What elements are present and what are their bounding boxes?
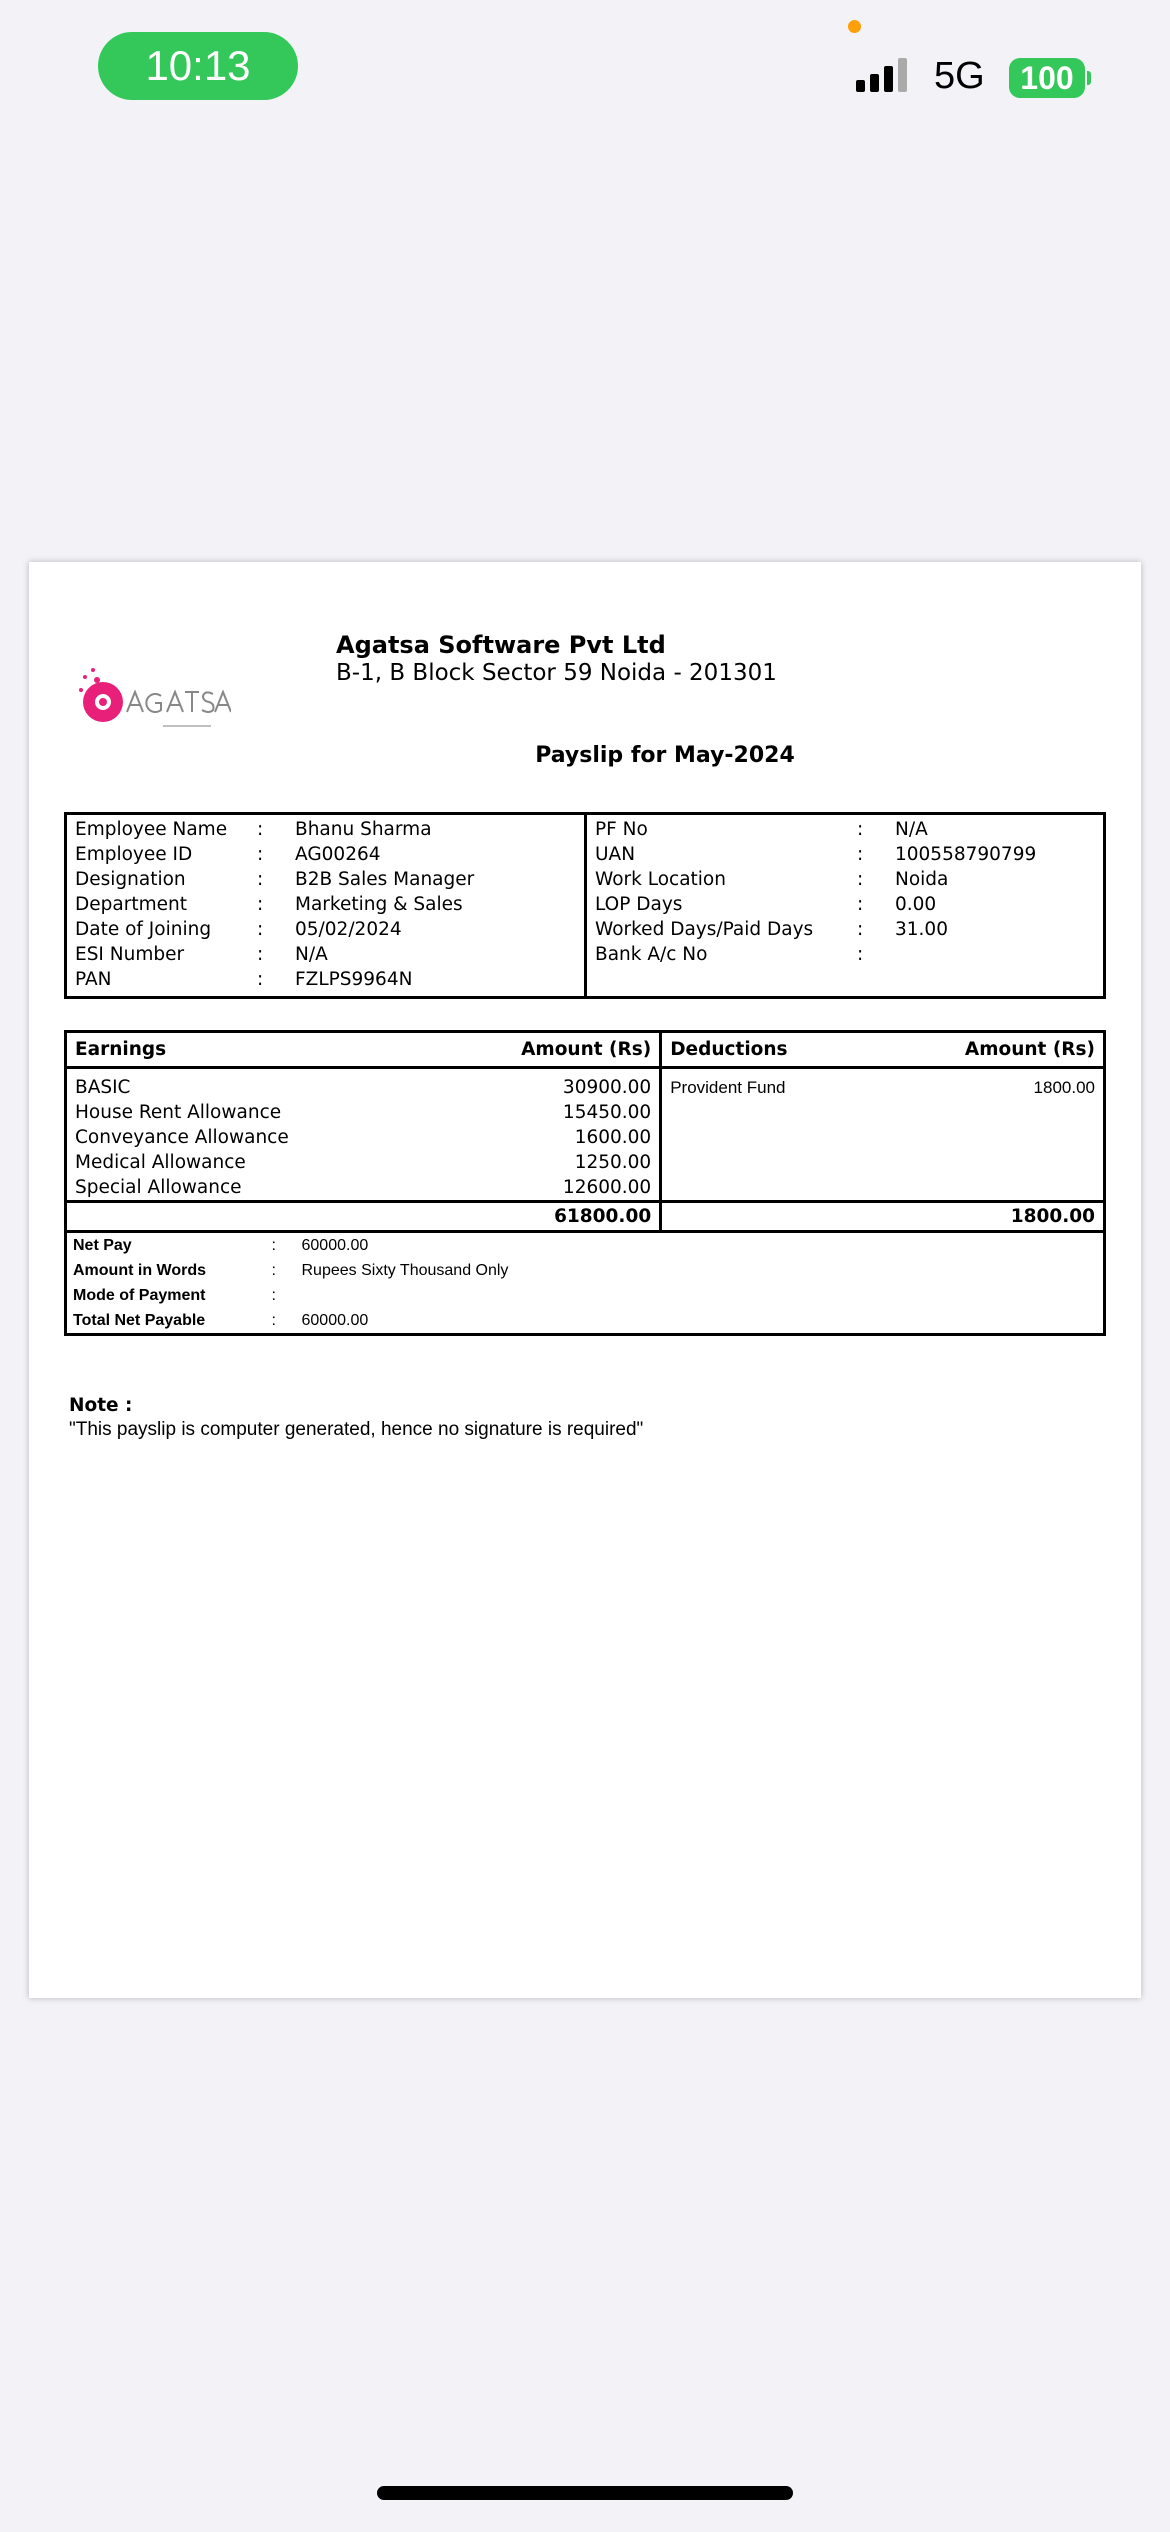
info-value: 31.00 bbox=[895, 919, 948, 940]
info-value: Noida bbox=[895, 869, 949, 890]
table-row bbox=[66, 1100, 1105, 1125]
battery-nub bbox=[1087, 71, 1091, 85]
summary-value: Rupees Sixty Thousand Only bbox=[301, 1262, 509, 1279]
deduction-amount bbox=[873, 1100, 1105, 1125]
deduction-label bbox=[661, 1125, 873, 1150]
info-colon: : bbox=[257, 819, 264, 840]
info-label: ESI Number bbox=[75, 944, 185, 965]
info-label: Date of Joining bbox=[75, 919, 212, 940]
table-row bbox=[587, 842, 1103, 867]
info-label: Employee ID bbox=[75, 844, 193, 865]
deduction-amount bbox=[873, 1125, 1105, 1150]
earning-label: House Rent Allowance bbox=[75, 1102, 282, 1123]
info-colon: : bbox=[257, 869, 264, 890]
home-indicator[interactable] bbox=[377, 2486, 793, 2500]
note-text: "This payslip is computer generated, hence no signature is required" bbox=[69, 1419, 644, 1440]
note bbox=[69, 1394, 643, 1442]
summary-colon: : bbox=[271, 1262, 276, 1279]
deductions-total: 1800.00 bbox=[1010, 1206, 1095, 1227]
payslip-document bbox=[29, 562, 1141, 1998]
company-address: B-1, B Block Sector 59 Noida - 201301 bbox=[336, 660, 777, 686]
table-row bbox=[587, 892, 1103, 917]
deduction-amount bbox=[873, 1150, 1105, 1175]
table-row bbox=[66, 1068, 1105, 1101]
deduction-amount: 1800.00 bbox=[1033, 1078, 1095, 1097]
info-colon: : bbox=[857, 844, 864, 865]
table-row bbox=[587, 867, 1103, 892]
info-colon: : bbox=[857, 944, 864, 965]
summary-colon: : bbox=[271, 1287, 276, 1304]
earning-label: Special Allowance bbox=[75, 1177, 242, 1198]
deduction-label bbox=[661, 1100, 873, 1125]
table-row bbox=[67, 817, 584, 842]
info-colon: : bbox=[257, 919, 264, 940]
earnings-header: Earnings bbox=[66, 1032, 429, 1068]
info-colon: : bbox=[257, 969, 264, 990]
table-row bbox=[67, 867, 584, 892]
info-value: N/A bbox=[895, 819, 928, 840]
info-label: Department bbox=[75, 894, 187, 915]
earning-amount: 30900.00 bbox=[429, 1068, 661, 1101]
info-value: Bhanu Sharma bbox=[295, 819, 432, 840]
deduction-label bbox=[661, 1175, 873, 1202]
info-value: FZLPS9964N bbox=[295, 969, 413, 990]
info-label: LOP Days bbox=[595, 894, 683, 915]
table-row bbox=[67, 942, 584, 967]
info-value: 100558790799 bbox=[895, 844, 1037, 865]
summary-colon: : bbox=[271, 1312, 276, 1329]
info-colon: : bbox=[257, 944, 264, 965]
summary-label: Amount in Words bbox=[73, 1262, 207, 1279]
table-row bbox=[66, 1125, 1105, 1150]
cellular-signal-icon bbox=[856, 58, 907, 92]
info-value: B2B Sales Manager bbox=[295, 869, 475, 890]
summary-value: 60000.00 bbox=[301, 1237, 369, 1254]
table-row bbox=[66, 1150, 1105, 1175]
summary-value bbox=[296, 1283, 1105, 1308]
info-value: Marketing & Sales bbox=[295, 894, 463, 915]
privacy-indicator-icon bbox=[848, 20, 861, 33]
table-row bbox=[66, 1233, 1105, 1258]
net-pay-summary bbox=[64, 1233, 1106, 1336]
note-label: Note : bbox=[69, 1395, 133, 1416]
info-colon: : bbox=[857, 894, 864, 915]
employee-info-table bbox=[64, 812, 1106, 999]
payslip-title: Payslip for May-2024 bbox=[535, 743, 795, 768]
info-label: Employee Name bbox=[75, 819, 228, 840]
earning-amount: 12600.00 bbox=[429, 1175, 661, 1202]
company-name: Agatsa Software Pvt Ltd bbox=[336, 631, 666, 659]
earning-label: Medical Allowance bbox=[75, 1152, 246, 1173]
table-row bbox=[587, 817, 1103, 842]
info-label: Bank A/c No bbox=[595, 944, 708, 965]
info-value bbox=[887, 942, 1103, 967]
table-row bbox=[66, 1175, 1105, 1202]
summary-colon: : bbox=[271, 1237, 276, 1254]
info-label: Worked Days/Paid Days bbox=[595, 919, 814, 940]
earning-label: Conveyance Allowance bbox=[75, 1127, 289, 1148]
battery-icon: 100 bbox=[1009, 58, 1085, 98]
company-logo bbox=[71, 662, 231, 752]
table-row bbox=[67, 892, 584, 917]
earnings-deductions-table bbox=[64, 1030, 1106, 1233]
info-label: Work Location bbox=[595, 869, 726, 890]
deduction-label bbox=[661, 1150, 873, 1175]
status-time: 10:13 bbox=[98, 32, 298, 100]
earnings-amount-header: Amount (Rs) bbox=[429, 1032, 661, 1068]
table-row bbox=[66, 1308, 1105, 1335]
info-label: UAN bbox=[595, 844, 636, 865]
info-value: AG00264 bbox=[295, 844, 381, 865]
table-row bbox=[67, 917, 584, 942]
info-value: N/A bbox=[295, 944, 328, 965]
info-label: Designation bbox=[75, 869, 186, 890]
deduction-label: Provident Fund bbox=[670, 1078, 786, 1097]
info-colon: : bbox=[257, 894, 264, 915]
table-row bbox=[587, 917, 1103, 942]
earning-label: BASIC bbox=[75, 1077, 131, 1098]
pay-tables bbox=[64, 1030, 1106, 1336]
table-row bbox=[66, 1283, 1105, 1308]
table-row bbox=[67, 967, 584, 992]
deductions-amount-header: Amount (Rs) bbox=[873, 1032, 1105, 1068]
earning-amount: 1250.00 bbox=[429, 1150, 661, 1175]
info-label: PAN bbox=[75, 969, 112, 990]
network-type: 5G bbox=[934, 55, 985, 97]
summary-value: 60000.00 bbox=[301, 1312, 369, 1329]
summary-label: Net Pay bbox=[73, 1237, 132, 1254]
info-value: 05/02/2024 bbox=[295, 919, 402, 940]
table-row bbox=[66, 1258, 1105, 1283]
info-colon: : bbox=[857, 919, 864, 940]
info-value: 0.00 bbox=[895, 894, 937, 915]
info-colon: : bbox=[857, 819, 864, 840]
table-row bbox=[67, 842, 584, 867]
summary-label: Mode of Payment bbox=[73, 1287, 206, 1304]
earnings-total: 61800.00 bbox=[429, 1202, 661, 1232]
deductions-header: Deductions bbox=[661, 1032, 873, 1068]
info-colon: : bbox=[857, 869, 864, 890]
info-colon: : bbox=[257, 844, 264, 865]
summary-label: Total Net Payable bbox=[73, 1312, 206, 1329]
earning-amount: 1600.00 bbox=[429, 1125, 661, 1150]
table-row bbox=[587, 942, 1103, 967]
deduction-amount bbox=[873, 1175, 1105, 1202]
info-label: PF No bbox=[595, 819, 648, 840]
earning-amount: 15450.00 bbox=[429, 1100, 661, 1125]
